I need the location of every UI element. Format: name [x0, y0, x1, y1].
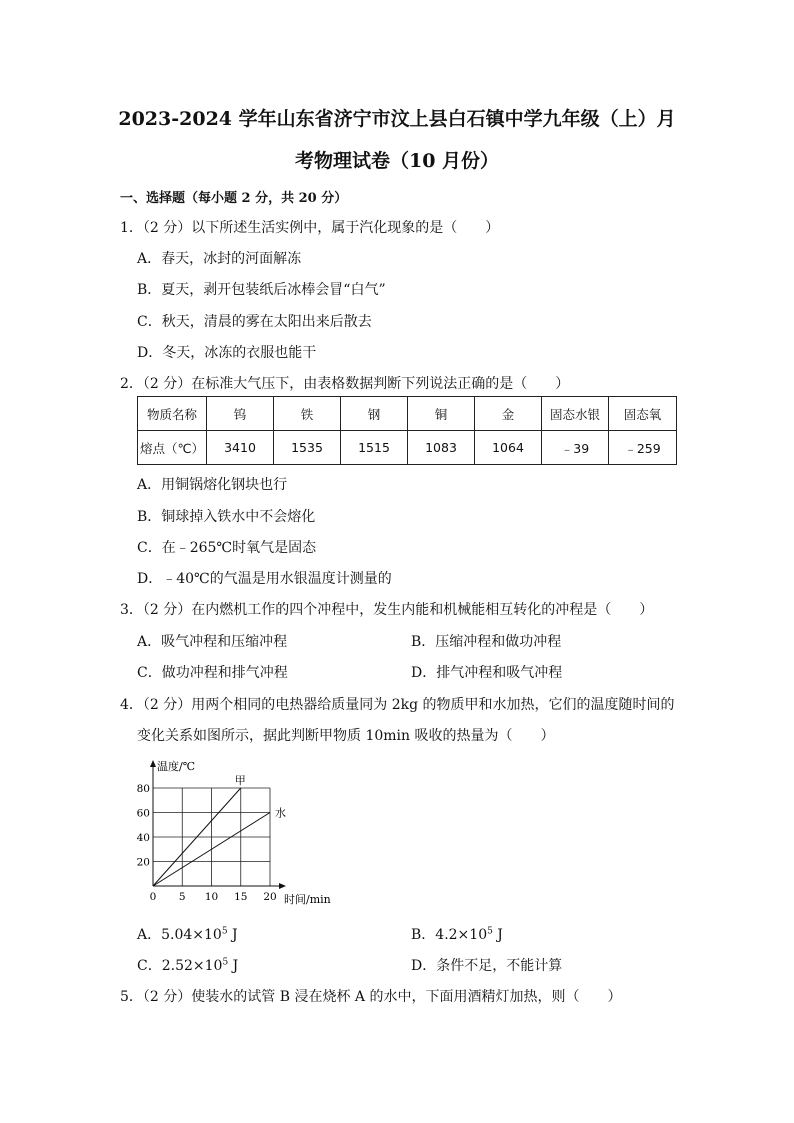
- x-axis-arrow: [279, 883, 286, 889]
- q5-stem: 5．（2 分）使装水的试管 B 浸在烧杯 A 的水中，下面用酒精灯加热，则（ ）: [120, 989, 622, 1005]
- q3-option-d: D．排气冲程和吸气冲程: [411, 665, 563, 681]
- table-header-cell: 物质名称: [138, 397, 207, 431]
- y-tick-label: 80: [136, 783, 150, 795]
- q3-option-a: A．吸气冲程和压缩冲程: [137, 634, 288, 650]
- q4-option-b: [411, 924, 503, 944]
- table-row: [138, 431, 677, 465]
- chart-axes: [150, 760, 286, 889]
- melting-point-table: [137, 396, 677, 465]
- q2-option-c: C．在﹣265℃时氧气是固态: [137, 540, 317, 556]
- q2-stem: 2．（2 分）在标准大气压下，由表格数据判断下列说法正确的是（ ）: [120, 376, 570, 392]
- x-tick-label: 5: [178, 891, 186, 903]
- q1-option-b: B．夏天，剥开包装纸后冰棒会冒“白气”: [137, 282, 386, 298]
- q4-stem-line2: 变化关系如图所示，据此判断甲物质 10min 吸收的热量为（ ）: [137, 728, 555, 744]
- x-tick-label: 0: [149, 891, 157, 903]
- table-header-cell: 铁: [274, 397, 341, 431]
- table-header-cell: 钨: [207, 397, 274, 431]
- q2-option-b: B．铜球掉入铁水中不会熔化: [137, 509, 316, 525]
- q4-option-a: [137, 924, 238, 944]
- q1-option-d: D．冬天，冰冻的衣服也能干: [137, 345, 317, 361]
- table-header-cell: 固态氧: [609, 397, 677, 431]
- y-tick-label: 20: [136, 856, 150, 869]
- q4-option-c-unit: J: [228, 958, 239, 974]
- chart-series: [153, 774, 286, 886]
- table-header-cell: 金: [475, 397, 542, 431]
- chart-grid: [153, 788, 270, 886]
- table-cell: ﹣259: [609, 431, 677, 465]
- chart-ticks: [137, 783, 277, 903]
- x-tick-label: 15: [234, 891, 248, 903]
- series-label: 甲: [234, 774, 246, 787]
- y-tick-label: 40: [136, 832, 150, 844]
- q4-option-b-exponent: 5: [487, 926, 493, 937]
- q4-option-c-exponent: 5: [222, 957, 229, 968]
- exam-title-line1: 2023-2024 学年山东省济宁市汶上县白石镇中学九年级（上）月: [118, 108, 676, 130]
- table-cell: 1515: [341, 431, 408, 465]
- q4-option-a-unit: J: [227, 927, 238, 943]
- q3-stem: 3．（2 分）在内燃机工作的四个冲程中，发生内能和机械能相互转化的冲程是（ ）: [120, 602, 654, 618]
- table-cell: 熔点（℃）: [138, 431, 207, 465]
- q1-stem: 1．（2 分）以下所述生活实例中，属于汽化现象的是（ ）: [120, 220, 500, 236]
- table-cell: ﹣39: [542, 431, 609, 465]
- q3-option-c: C．做功冲程和排气冲程: [137, 665, 288, 681]
- q4-stem-line1: 4．（2 分）用两个相同的电热器给质量同为 2kg 的物质甲和水加热，它们的温度随时间的: [120, 697, 675, 713]
- q1-option-c: C．秋天，清晨的雾在太阳出来后散去: [137, 314, 372, 330]
- q4-option-b-unit: J: [492, 927, 503, 943]
- table-header-cell: 钢: [341, 397, 408, 431]
- q2-option-d: D．﹣40℃的气温是用水银温度计测量的: [137, 571, 392, 587]
- section-heading: 一、选择题（每小题 2 分，共 20 分）: [120, 191, 348, 206]
- table-header-cell: 固态水银: [542, 397, 609, 431]
- table-cell: 3410: [207, 431, 274, 465]
- table-cell: 1064: [475, 431, 542, 465]
- table-cell: 1535: [274, 431, 341, 465]
- q3-option-b: B．压缩冲程和做功冲程: [411, 634, 562, 650]
- x-tick-label: 20: [263, 891, 277, 903]
- q4-option-a-exponent: 5: [221, 926, 228, 937]
- x-axis-label: 时间/min: [284, 893, 331, 906]
- q4-option-a-text: A．5.04×10: [137, 927, 222, 943]
- q4-option-c-text: C．2.52×10: [137, 958, 223, 974]
- q4-option-b-text: B．4.2×10: [411, 927, 488, 943]
- table-cell: 1083: [408, 431, 475, 465]
- y-tick-label: 60: [136, 807, 150, 820]
- exam-title-line2: 考物理试卷（10 月份）: [294, 150, 500, 172]
- x-tick-label: 10: [204, 891, 219, 903]
- table-header-cell: 铜: [408, 397, 475, 431]
- temperature-time-chart: [135, 755, 355, 915]
- q2-option-a: A．用铜锅熔化钢块也行: [137, 477, 288, 493]
- q4-option-c: [137, 955, 238, 975]
- series-label: 水: [275, 806, 286, 820]
- table-header-row: [138, 397, 677, 431]
- q4-option-d: D．条件不足，不能计算: [411, 958, 563, 974]
- y-axis-label: 温度/℃: [157, 760, 196, 773]
- y-axis-arrow: [150, 760, 156, 767]
- q1-option-a: A．春天，冰封的河面解冻: [137, 251, 302, 267]
